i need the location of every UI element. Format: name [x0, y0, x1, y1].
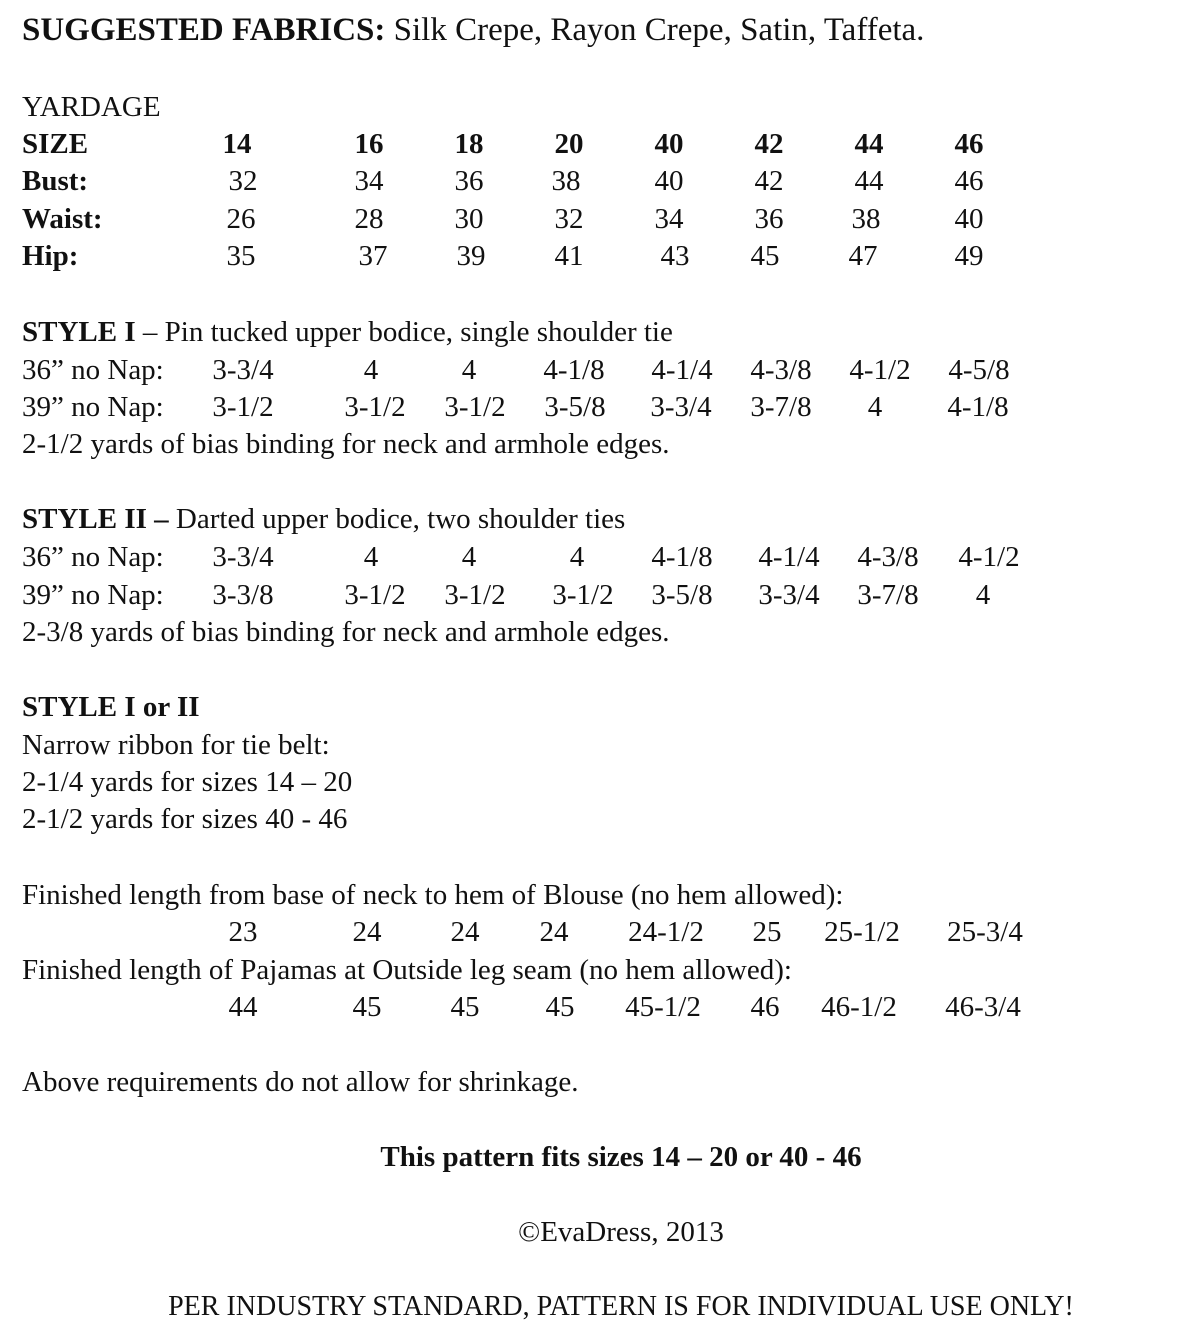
table-cell: 4-3/8 [857, 541, 919, 573]
table-cell: 3-1/2 [212, 391, 274, 423]
table-cell: 35 [226, 240, 256, 272]
style-either-title: STYLE I or II [22, 691, 200, 723]
suggested-fabrics-line [22, 10, 924, 50]
table-cell: 46 [954, 165, 984, 197]
table-cell: 4 [867, 391, 883, 423]
table-cell: 3-7/8 [857, 579, 919, 611]
table-cell: 4-1/2 [958, 541, 1020, 573]
row-label: 36” no Nap: [22, 354, 164, 386]
style1-36-row [22, 352, 1162, 388]
copyright: ©EvaDress, 2013 [518, 1216, 724, 1248]
table-cell: 3-3/4 [758, 579, 820, 611]
table-cell: 38 [551, 165, 581, 197]
table-cell: 16 [354, 128, 384, 160]
table-cell: 4 [975, 579, 991, 611]
table-cell: 25 [752, 916, 782, 948]
style2-36-row [22, 539, 1162, 575]
table-cell: 3-1/2 [444, 579, 506, 611]
table-cell: 3-5/8 [544, 391, 606, 423]
table-cell: 4 [461, 541, 477, 573]
table-cell: 28 [354, 203, 384, 235]
style1-desc: – Pin tucked upper bodice, single shoulder tie [142, 316, 673, 348]
table-cell: 25-3/4 [947, 916, 1023, 948]
table-cell: 3-3/8 [212, 579, 274, 611]
table-cell: 26 [226, 203, 256, 235]
table-cell: 4-3/8 [750, 354, 812, 386]
table-cell: 38 [851, 203, 881, 235]
ribbon-line: Narrow ribbon for tie belt: [22, 729, 330, 761]
row-label: 39” no Nap: [22, 391, 164, 423]
style1-39-row [22, 389, 1162, 425]
hip-row [22, 238, 1162, 274]
row-label: Bust: [22, 165, 89, 197]
yardage-title: YARDAGE [22, 91, 161, 123]
table-cell: 46-1/2 [821, 991, 897, 1023]
table-cell: 24 [450, 916, 480, 948]
table-cell: 24 [352, 916, 382, 948]
pajamas-length-row [22, 989, 1162, 1025]
bust-row [22, 163, 1162, 199]
table-cell: 4 [461, 354, 477, 386]
table-cell: 4-1/4 [758, 541, 820, 573]
style2-39-row [22, 577, 1162, 613]
table-cell: 45 [545, 991, 575, 1023]
table-cell: 32 [554, 203, 584, 235]
table-cell: 4 [569, 541, 585, 573]
table-cell: 36 [754, 203, 784, 235]
table-cell: 47 [848, 240, 878, 272]
table-cell: 40 [954, 203, 984, 235]
table-cell: 3-1/2 [344, 579, 406, 611]
table-cell: 24-1/2 [628, 916, 704, 948]
row-label: Waist: [22, 203, 103, 235]
table-cell: 14 [222, 128, 252, 160]
table-cell: 4-1/4 [651, 354, 713, 386]
table-cell: 45 [750, 240, 780, 272]
style2-heading [22, 501, 625, 537]
table-cell: 40 [654, 165, 684, 197]
blouse-length-row [22, 914, 1162, 950]
fabrics-label: SUGGESTED FABRICS: [22, 12, 386, 48]
style1-note: 2-1/2 yards of bias binding for neck and armhole edges. [22, 428, 670, 460]
table-cell: 4-1/2 [849, 354, 911, 386]
table-cell: 42 [754, 165, 784, 197]
row-label: SIZE [22, 128, 89, 160]
table-cell: 4 [363, 541, 379, 573]
table-cell: 30 [454, 203, 484, 235]
table-cell: 32 [228, 165, 258, 197]
table-cell: 3-1/2 [552, 579, 614, 611]
style1-heading [22, 314, 673, 350]
blouse-length-label: Finished length from base of neck to hem of Blouse (no hem allowed): [22, 879, 844, 911]
table-cell: 4-5/8 [948, 354, 1010, 386]
table-cell: 49 [954, 240, 984, 272]
fabrics-text: Silk Crepe, Rayon Crepe, Satin, Taffeta. [393, 12, 925, 48]
table-cell: 3-3/4 [212, 541, 274, 573]
style2-desc: Darted upper bodice, two shoulder ties [175, 503, 626, 535]
table-cell: 40 [654, 128, 684, 160]
table-cell: 45-1/2 [625, 991, 701, 1023]
table-cell: 45 [352, 991, 382, 1023]
row-label: 39” no Nap: [22, 579, 164, 611]
table-cell: 3-5/8 [651, 579, 713, 611]
table-cell: 44 [854, 165, 884, 197]
table-cell: 20 [554, 128, 584, 160]
table-cell: 45 [450, 991, 480, 1023]
size-row [22, 126, 1162, 162]
table-cell: 34 [354, 165, 384, 197]
table-cell: 18 [454, 128, 484, 160]
table-cell: 37 [358, 240, 388, 272]
table-cell: 4-1/8 [947, 391, 1009, 423]
table-cell: 24 [539, 916, 569, 948]
table-cell: 36 [454, 165, 484, 197]
ribbon-line: 2-1/4 yards for sizes 14 – 20 [22, 766, 353, 798]
table-cell: 3-1/2 [344, 391, 406, 423]
table-cell: 43 [660, 240, 690, 272]
waist-row [22, 201, 1162, 237]
style2-note: 2-3/8 yards of bias binding for neck and armhole edges. [22, 616, 670, 648]
table-cell: 3-1/2 [444, 391, 506, 423]
table-cell: 3-3/4 [212, 354, 274, 386]
style1-title: STYLE I [22, 316, 136, 348]
table-cell: 42 [754, 128, 784, 160]
row-label: Hip: [22, 240, 79, 272]
table-cell: 3-3/4 [650, 391, 712, 423]
ribbon-line: 2-1/2 yards for sizes 40 - 46 [22, 803, 348, 835]
table-cell: 44 [854, 128, 884, 160]
table-cell: 4-1/8 [543, 354, 605, 386]
fit-note: This pattern fits sizes 14 – 20 or 40 - 46 [380, 1141, 862, 1173]
table-cell: 41 [554, 240, 584, 272]
table-cell: 46-3/4 [945, 991, 1021, 1023]
table-cell: 44 [228, 991, 258, 1023]
table-cell: 23 [228, 916, 258, 948]
table-cell: 46 [954, 128, 984, 160]
table-cell: 25-1/2 [824, 916, 900, 948]
pajamas-length-label: Finished length of Pajamas at Outside leg seam (no hem allowed): [22, 954, 792, 986]
table-cell: 39 [456, 240, 486, 272]
shrinkage-note: Above requirements do not allow for shrinkage. [22, 1066, 579, 1098]
table-cell: 34 [654, 203, 684, 235]
table-cell: 4 [363, 354, 379, 386]
style2-title: STYLE II – [22, 503, 169, 535]
table-cell: 3-7/8 [750, 391, 812, 423]
table-cell: 46 [750, 991, 780, 1023]
disclaimer: PER INDUSTRY STANDARD, PATTERN IS FOR INDIVIDUAL USE ONLY! [168, 1291, 1074, 1322]
row-label: 36” no Nap: [22, 541, 164, 573]
table-cell: 4-1/8 [651, 541, 713, 573]
